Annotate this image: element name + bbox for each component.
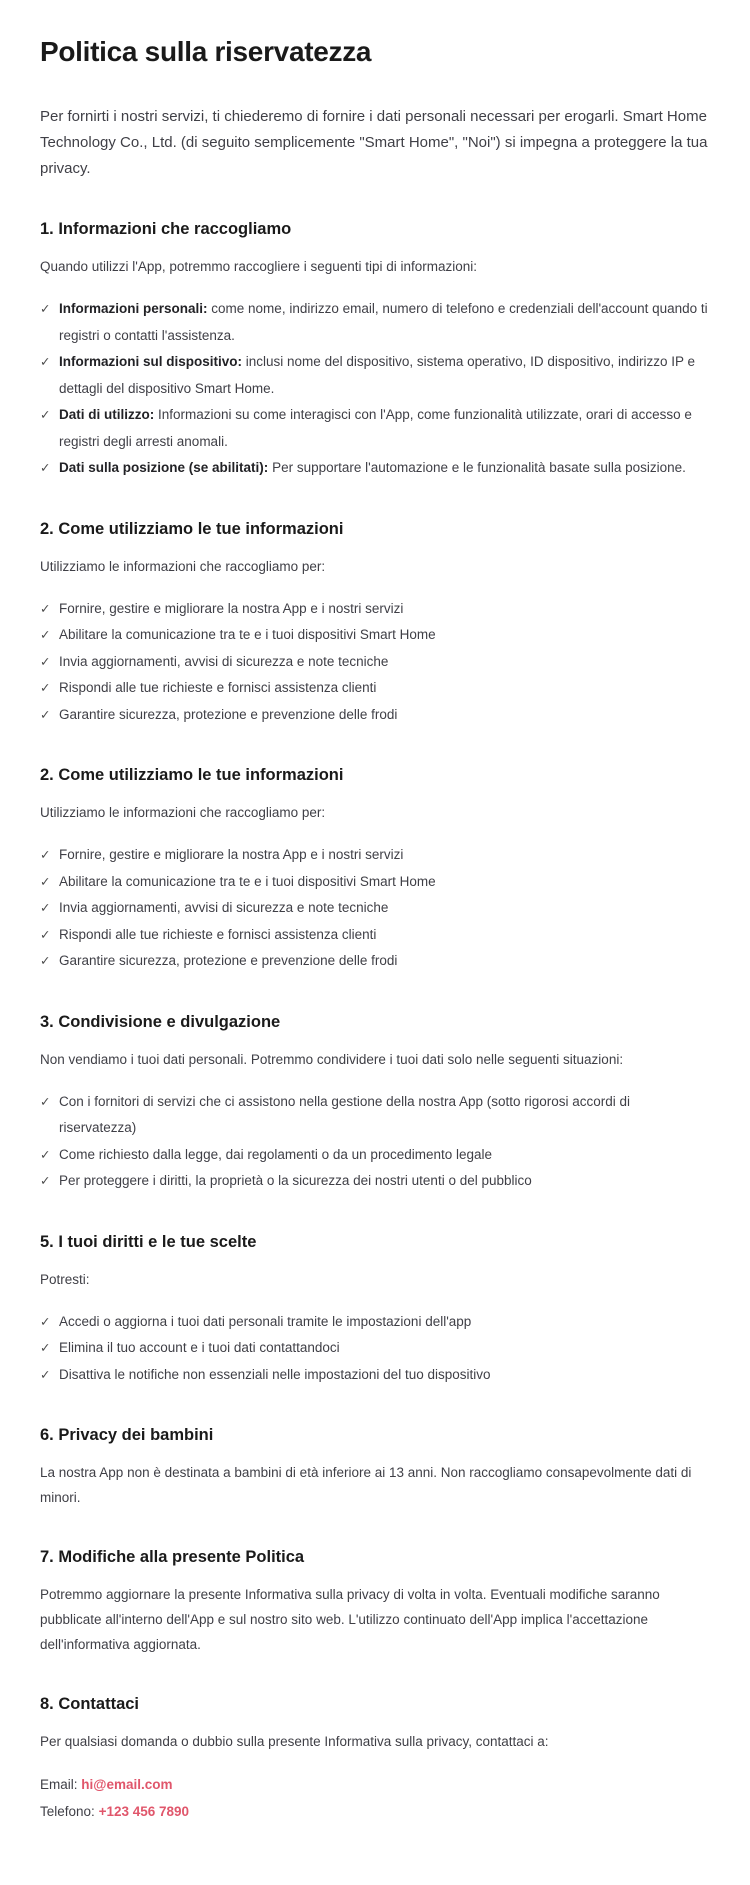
check-icon: ✓	[40, 848, 51, 862]
contact-label: Telefono:	[40, 1804, 95, 1819]
item-text: Informazioni su come interagisci con l'App, come funzionalità utilizzate, orari di accesso e registri degli arresti anomali.	[59, 407, 692, 449]
section-lead: Utilizziamo le informazioni che raccogliamo per:	[40, 805, 326, 820]
check-icon: ✓	[40, 707, 51, 722]
contact-label: Email:	[40, 1777, 78, 1792]
contact-line	[40, 1798, 710, 1825]
policy-section	[40, 520, 710, 729]
item-text: Con i fornitori di servizi che ci assistono nella gestione della nostra App (sotto rigorosi accordi di riservatezza)	[59, 1093, 631, 1135]
list-item	[40, 922, 710, 949]
list-item	[40, 842, 710, 869]
section-lead: Per qualsiasi domanda o dubbio sulla presente Informativa sulla privacy, contattaci a:	[40, 1734, 549, 1749]
phone-link[interactable]: +123 456 7890	[98, 1804, 190, 1819]
intro-paragraph: Per fornirti i nostri servizi, ti chiederemo di fornire i dati personali necessari per erogarli. Smart Home Technology Co., Ltd. (di seguito semplicemente "Smart Home", "Noi") si impegna a proteggere la tua privacy.	[40, 108, 708, 177]
check-icon: ✓	[40, 302, 51, 316]
list-item	[40, 622, 710, 649]
list-item	[40, 349, 710, 402]
list-item	[40, 1142, 710, 1169]
list-item	[40, 296, 710, 349]
item-text: Rispondi alle tue richieste e fornisci assistenza clienti	[59, 926, 377, 942]
section-lead: Non vendiamo i tuoi dati personali. Potremmo condividere i tuoi dati solo nelle seguenti situazioni:	[40, 1051, 624, 1067]
section-heading: 2. Come utilizziamo le tue informazioni	[40, 766, 344, 784]
list-item	[40, 1089, 710, 1142]
item-text: Abilitare la comunicazione tra te e i tuoi dispositivi Smart Home	[59, 873, 436, 889]
list-item	[40, 596, 710, 623]
list-item	[40, 649, 710, 676]
check-icon: ✓	[40, 1367, 51, 1382]
section-heading: 8. Contattaci	[40, 1695, 140, 1713]
section-lead: Potresti:	[40, 1271, 90, 1287]
item-label: Dati di utilizzo:	[59, 407, 155, 422]
list-item	[40, 948, 710, 975]
item-text: Elimina il tuo account e i tuoi dati contattandoci	[59, 1340, 340, 1355]
policy-section	[40, 1233, 710, 1389]
section-lead: Quando utilizzi l'App, potremmo raccogliere i seguenti tipi di informazioni:	[40, 259, 478, 274]
check-icon: ✓	[40, 927, 51, 942]
check-list	[40, 842, 710, 975]
sections	[40, 220, 710, 1825]
item-text: Garantire sicurezza, protezione e prevenzione delle frodi	[59, 706, 398, 722]
list-item	[40, 675, 710, 702]
section-heading: 2. Come utilizziamo le tue informazioni	[40, 519, 344, 538]
section-heading: 5. I tuoi diritti e le tue scelte	[40, 1232, 257, 1251]
item-label: Informazioni sul dispositivo:	[59, 354, 243, 369]
check-icon: ✓	[40, 874, 51, 889]
list-item	[40, 869, 710, 896]
section-heading: 1. Informazioni che raccogliamo	[40, 220, 292, 238]
check-icon: ✓	[40, 1314, 51, 1329]
item-text: Abilitare la comunicazione tra te e i tuoi dispositivi Smart Home	[59, 627, 436, 642]
policy-section	[40, 1548, 710, 1657]
item-text: Per supportare l'automazione e le funzionalità basate sulla posizione.	[272, 460, 686, 475]
list-item	[40, 702, 710, 729]
section-heading: 3. Condivisione e divulgazione	[40, 1012, 281, 1031]
check-icon: ✓	[40, 355, 51, 369]
check-icon: ✓	[40, 601, 51, 616]
contact-line	[40, 1771, 710, 1798]
check-icon: ✓	[40, 901, 51, 915]
section-lead: Utilizziamo le informazioni che raccogliamo per:	[40, 558, 326, 574]
list-item	[40, 895, 710, 922]
section-lead: La nostra App non è destinata a bambini di età inferiore ai 13 anni. Non raccogliamo consapevolmente dati di minori.	[40, 1465, 692, 1505]
list-item	[40, 455, 710, 482]
check-list	[40, 296, 710, 482]
email-link[interactable]: hi@email.com	[81, 1777, 173, 1792]
item-label: Dati sulla posizione (se abilitati):	[59, 460, 269, 475]
item-text: Garantire sicurezza, protezione e prevenzione delle frodi	[59, 953, 398, 968]
policy-section	[40, 1013, 710, 1195]
section-lead: Potremmo aggiornare la presente Informativa sulla privacy di volta in volta. Eventuali modifiche saranno pubblicate all'interno dell'App e sul nostro sito web. L'utilizzo continuato dell'App implica l'accettazione dell'informativa aggiornata.	[40, 1587, 660, 1652]
item-text: Accedi o aggiorna i tuoi dati personali tramite le impostazioni dell'app	[59, 1313, 472, 1329]
item-text: Come richiesto dalla legge, dai regolamenti o da un procedimento legale	[59, 1146, 493, 1162]
section-heading: 7. Modifiche alla presente Politica	[40, 1548, 305, 1566]
page-title: Politica sulla riservatezza	[40, 36, 372, 67]
list-item	[40, 402, 710, 455]
list-item	[40, 1335, 710, 1362]
check-icon: ✓	[40, 461, 51, 475]
list-item	[40, 1309, 710, 1336]
item-text: Invia aggiornamenti, avvisi di sicurezza e note tecniche	[59, 900, 389, 915]
check-icon: ✓	[40, 954, 51, 968]
check-icon: ✓	[40, 1341, 51, 1355]
item-text: Disattiva le notifiche non essenziali nelle impostazioni del tuo dispositivo	[59, 1366, 491, 1382]
policy-section	[40, 766, 710, 975]
item-text: Per proteggere i diritti, la proprietà o la sicurezza dei nostri utenti o del pubblico	[59, 1173, 532, 1188]
check-icon: ✓	[40, 408, 51, 422]
item-text: Fornire, gestire e migliorare la nostra App e i nostri servizi	[59, 847, 404, 862]
item-text: come nome, indirizzo email, numero di telefono e credenziali dell'account quando ti registri o contatti l'assistenza.	[59, 301, 708, 343]
check-icon: ✓	[40, 1147, 51, 1162]
item-text: inclusi nome del dispositivo, sistema operativo, ID dispositivo, indirizzo IP e dettagli del dispositivo Smart Home.	[59, 354, 695, 396]
list-item	[40, 1168, 710, 1195]
check-list	[40, 1089, 710, 1195]
item-text: Invia aggiornamenti, avvisi di sicurezza e note tecniche	[59, 653, 389, 669]
item-text: Rispondi alle tue richieste e fornisci assistenza clienti	[59, 680, 377, 695]
policy-section	[40, 1426, 710, 1510]
section-heading: 6. Privacy dei bambini	[40, 1426, 214, 1444]
check-icon: ✓	[40, 681, 51, 695]
check-icon: ✓	[40, 654, 51, 669]
list-item	[40, 1362, 710, 1389]
policy-section	[40, 220, 710, 482]
item-label: Informazioni personali:	[59, 301, 208, 316]
check-icon: ✓	[40, 1094, 51, 1109]
check-list	[40, 1309, 710, 1389]
check-icon: ✓	[40, 628, 51, 642]
policy-section	[40, 1695, 710, 1825]
check-icon: ✓	[40, 1174, 51, 1188]
check-list	[40, 596, 710, 729]
contact-lines	[40, 1771, 710, 1825]
item-text: Fornire, gestire e migliorare la nostra App e i nostri servizi	[59, 600, 404, 616]
